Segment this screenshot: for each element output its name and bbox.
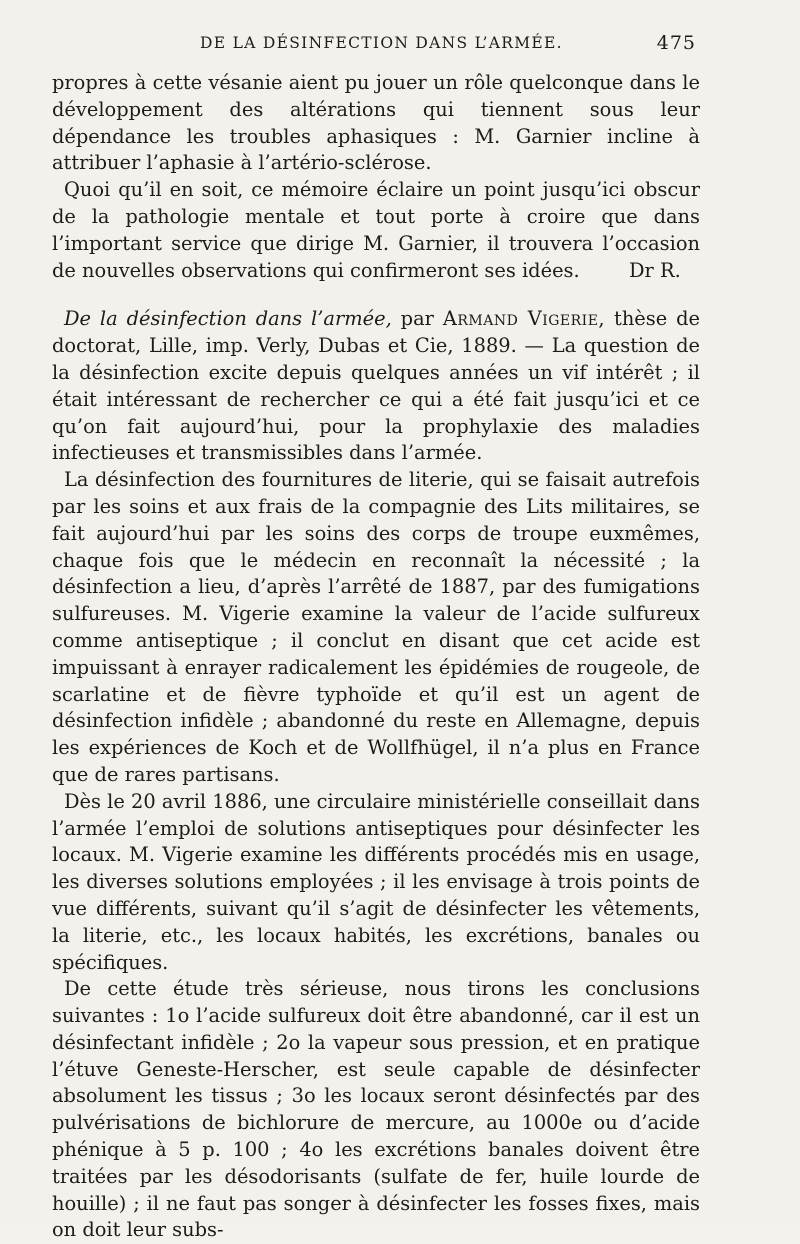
body-text	[52, 70, 700, 1244]
page-header	[52, 34, 700, 60]
paragraph-conclusion-text: Quoi qu’il en soit, ce mémoire éclaire un point jusqu’ici obscur de la pathologie mentale et tout porte à croire que dans l’important service que dirige M. Garnier, il trouvera l’occasion de nouvelles observations qui confirmeront ses idées.	[52, 178, 700, 282]
review-title: De la désinfection dans l’armée,	[64, 307, 392, 331]
running-head: DE LA DÉSINFECTION DANS L’ARMÉE.	[200, 34, 563, 52]
paragraph-conclusions: De cette étude très sérieuse, nous tirons les conclusions suivantes : 1o l’acide sulfureux doit être abandonné, car il est un désinfectant infidèle ; 2o la vapeur sous pression, et en pratique l’étuve Geneste-Herscher, est seule capable de désinfecter absolument les tissus ; 3o les locaux seront désinfectés par des pulvérisations de bichlorure de mercure, au 1000e ou d’acide phénique à 5 p. 100 ; 4o les excrétions banales doivent être traitées par les désodorisants (sulfate de fer, huile lourde de houille) ; il ne faut pas songer à désinfecter les fosses fixes, mais on doit leur subs-	[52, 977, 700, 1242]
page-number: 475	[656, 32, 696, 54]
paragraph-continuation: propres à cette vésanie aient pu jouer un rôle quelconque dans le développement des altérations qui tiennent sous leur dépendance les troubles aphasiques : M. Garnier incline à attribuer l’aphasie à l’artério-sclérose.	[52, 71, 700, 175]
paragraph-review-intro	[52, 306, 700, 467]
paragraph-conclusion	[52, 177, 700, 284]
signature: Dr R.	[628, 258, 681, 282]
paragraph-literie: La désinfection des fournitures de literie, qui se faisait autrefois par les soins et aux frais de la compagnie des Lits militaires, se fait aujourd’hui par les soins des corps de troupe euxmêmes, chaque fois que le médecin en reconnaît la nécessité ; la désinfection a lieu, d’après l’arrêté de 1887, par des fumigations sulfureuses. M. Vigerie examine la valeur de l’acide sulfureux comme antiseptique ; il conclut en disant que cet acide est impuissant à enrayer radicalement les épidémies de rougeole, de scarlatine et de fièvre typhoïde et qu’il est un agent de désinfection infidèle ; abandonné du reste en Allemagne, depuis les expériences de Koch et de Wollfhügel, il n’a plus en France que de rares partisans.	[52, 468, 700, 786]
review-intro-text: thèse de doctorat, Lille, imp. Verly, Dubas et Cie, 1889. — La question de la désinfection excite depuis quelques années un vif intérêt ; il était intéressant de rechercher ce qui a été fait jusqu’ici et ce qu’on fait aujourd’hui, pour la prophylaxie des maladies infectieuses et transmissibles dans l’armée.	[52, 307, 701, 465]
paragraph-circulaire: Dès le 20 avril 1886, une circulaire ministérielle conseillait dans l’armée l’emploi de solutions antiseptiques pour désinfecter les locaux. M. Vigerie examine les différents procédés mis en usage, les diverses solutions employées ; il les envisage à trois points de vue différents, suivant qu’il s’agit de désinfecter les vêtements, la literie, etc., les locaux habités, les excrétions, banales ou spécifiques.	[52, 789, 700, 974]
review-by: par	[400, 307, 434, 331]
review-author: Armand Vigerie,	[442, 307, 606, 331]
